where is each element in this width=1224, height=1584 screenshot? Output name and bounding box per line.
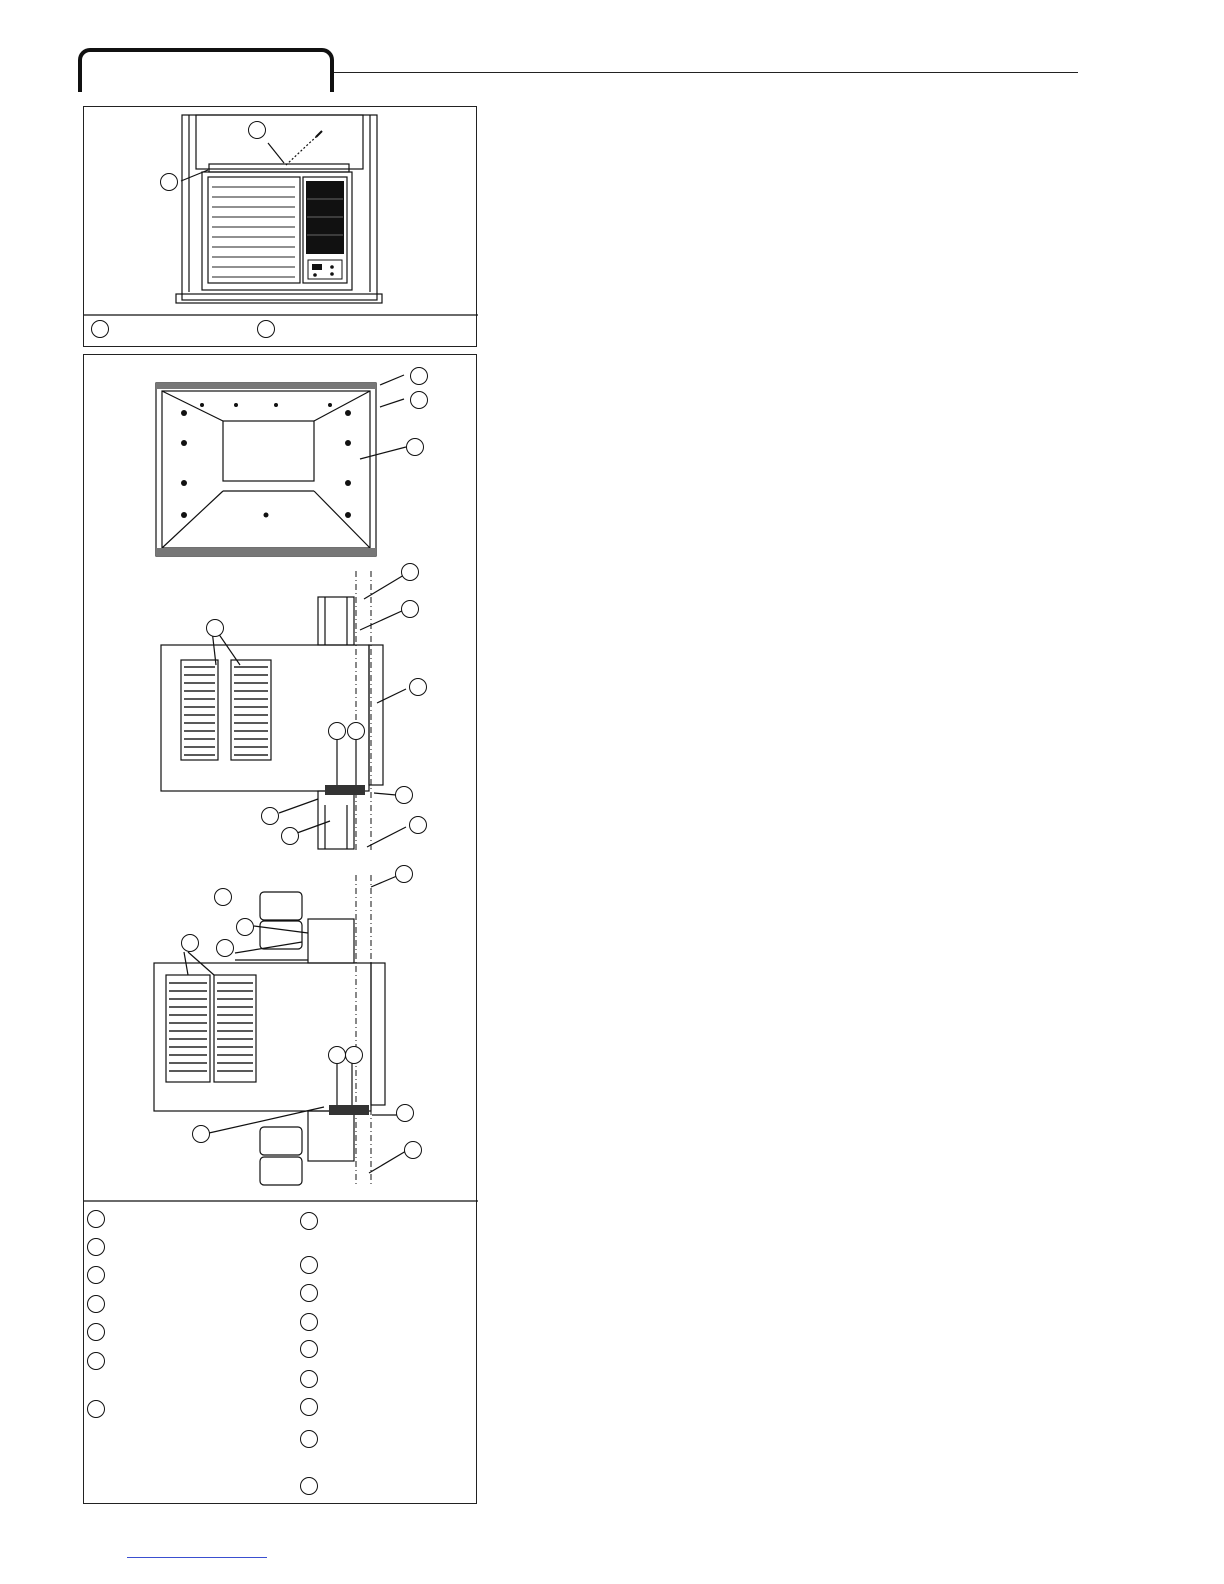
callout-marker xyxy=(281,827,299,845)
legend-marker xyxy=(300,1340,318,1358)
callout-marker xyxy=(410,391,428,409)
legend-marker xyxy=(91,320,109,338)
callout-marker xyxy=(395,865,413,883)
legend-marker xyxy=(87,1210,105,1228)
legend-marker xyxy=(300,1430,318,1448)
callout-marker xyxy=(261,807,279,825)
legend-marker xyxy=(300,1284,318,1302)
legend-marker xyxy=(87,1295,105,1313)
figure-wall-sleeve-panel xyxy=(83,354,477,1504)
legend-marker xyxy=(300,1370,318,1388)
callout-marker xyxy=(328,1046,346,1064)
callout-marker xyxy=(236,918,254,936)
legend-marker xyxy=(87,1238,105,1256)
callout-marker xyxy=(328,722,346,740)
callout-marker xyxy=(404,1141,422,1159)
legend-marker xyxy=(87,1352,105,1370)
callout-marker xyxy=(401,600,419,618)
header-rule xyxy=(334,72,1078,73)
callout-marker xyxy=(345,1046,363,1064)
callout-marker xyxy=(216,939,234,957)
callout-marker xyxy=(347,722,365,740)
callout-marker xyxy=(401,563,419,581)
figure-window-unit-panel xyxy=(83,106,477,347)
callout-marker xyxy=(192,1125,210,1143)
callout-marker xyxy=(248,121,266,139)
legend-marker xyxy=(300,1313,318,1331)
callout-marker xyxy=(395,786,413,804)
callout-marker xyxy=(406,438,424,456)
callout-marker xyxy=(181,934,199,952)
legend-marker xyxy=(300,1398,318,1416)
callout-marker xyxy=(396,1104,414,1122)
callout-marker xyxy=(214,888,232,906)
legend-marker xyxy=(300,1256,318,1274)
callout-marker xyxy=(409,816,427,834)
legend-marker xyxy=(300,1477,318,1495)
callout-marker xyxy=(160,173,178,191)
callout-marker xyxy=(409,678,427,696)
footer-link[interactable] xyxy=(127,1557,267,1558)
legend-marker xyxy=(87,1266,105,1284)
legend-marker xyxy=(300,1212,318,1230)
wall-sleeve-drawing xyxy=(84,355,478,1505)
legend-marker xyxy=(87,1323,105,1341)
legend-marker xyxy=(87,1400,105,1418)
callout-marker xyxy=(206,619,224,637)
callout-marker xyxy=(410,367,428,385)
section-header-tab xyxy=(78,48,334,92)
legend-marker xyxy=(257,320,275,338)
window-unit-drawing xyxy=(84,107,478,348)
